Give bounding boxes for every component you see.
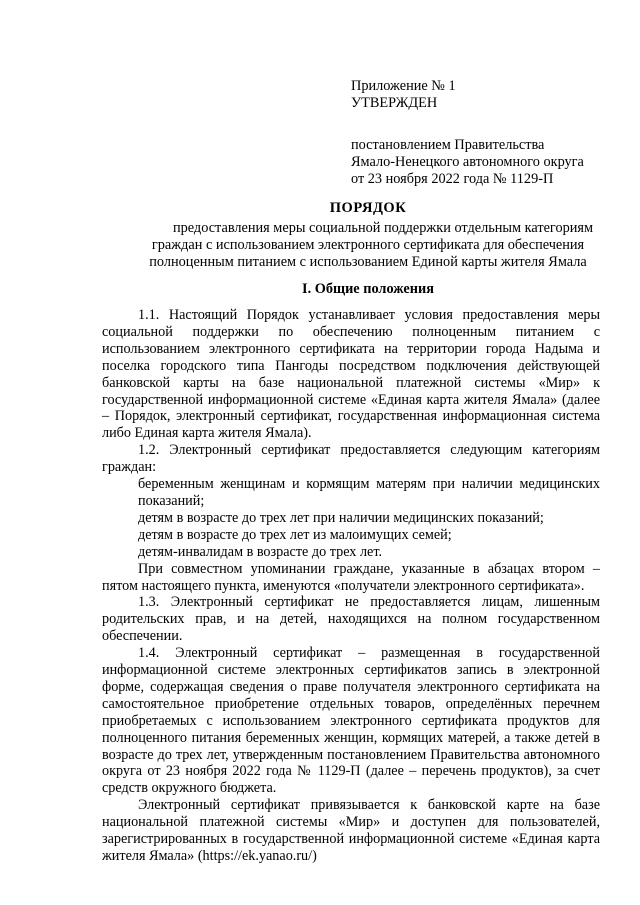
annex-label: Приложение № 1 — [351, 78, 456, 94]
list-item: детям-инвалидам в возрасте до трех лет. — [138, 543, 382, 560]
paragraph: Электронный сертификат привязывается к банковской карте на базе национальной платежной системы «Мир» и доступен для пользователей, зарегистрированных в государственной информационной системе «Единая карта жителя Ямала» (https://ek.yanao.ru/) — [102, 797, 600, 864]
decree-line: Ямало-Ненецкого автономного округа — [351, 154, 584, 170]
document-body — [102, 307, 600, 865]
document-subtitle — [96, 220, 640, 271]
list-item: детям в возрасте до трех лет из малоимущих семей; — [138, 526, 452, 543]
decree-line: от 23 ноября 2022 года № 1129-П — [351, 171, 554, 187]
list-item: беременным женщинам и кормящим матерям при наличии медицинских показаний; — [138, 476, 600, 509]
paragraph-1-1: 1.1. Настоящий Порядок устанавливает условия предоставления меры социальной поддержки по обеспечению полноценным питанием с использованием электронного сертификата на территории города Надыма и поселка городского типа Пангоды посредством подключения действующей банковской карты на базе национальной платежной системы «Мир» к государственной информационной системе «Единая карта жителя Ямала» (далее – Порядок, электронный сертификат, государственная информационная система либо Единая карта жителя Ямала). — [102, 307, 600, 442]
subtitle-line: граждан с использованием электронного сертификата для обеспечения — [151, 237, 585, 253]
paragraph-1-3: 1.3. Электронный сертификат не предоставляется лицам, лишенным родительских прав, и на детей, находящихся на полном государственном обеспечении. — [102, 594, 600, 645]
decree-line: постановлением Правительства — [351, 137, 545, 153]
subtitle-line: предоставления меры социальной поддержки отдельным категориям — [172, 220, 594, 236]
paragraph: При совместном упоминании граждане, указанные в абзацах втором – пятом настоящего пункта, именуются «получатели электронного сертификата». — [102, 560, 600, 594]
paragraph-1-2: 1.2. Электронный сертификат предоставляется следующим категориям граждан: — [102, 442, 600, 476]
section-heading: I. Общие положения — [302, 281, 434, 297]
list-item: детям в возрасте до трех лет при наличии медицинских показаний; — [138, 509, 544, 526]
approved-label: УТВЕРЖДЕН — [351, 95, 438, 111]
paragraph-1-4: 1.4. Электронный сертификат – размещенная в государственной информационной системе электронных сертификатов запись в электронной форме, содержащая сведения о праве получателя электронного сертификата на самостоятельное приобретение отдельных товаров, определённых перечнем приобретаемых с использованием электронного сертификата продуктов для полноценного питания беременных женщин, кормящих матерей, а также детей в возрасте до трех лет, утвержденным постановлением Правительства автономного округа от 23 ноября 2022 года № 1129-П (далее – перечень продуктов), за счет средств окружного бюджета. — [102, 645, 600, 797]
document-title: ПОРЯДОК — [329, 200, 407, 216]
subtitle-line: полноценным питанием с использованием Единой карты жителя Ямала — [149, 254, 587, 270]
approval-block — [351, 78, 584, 188]
